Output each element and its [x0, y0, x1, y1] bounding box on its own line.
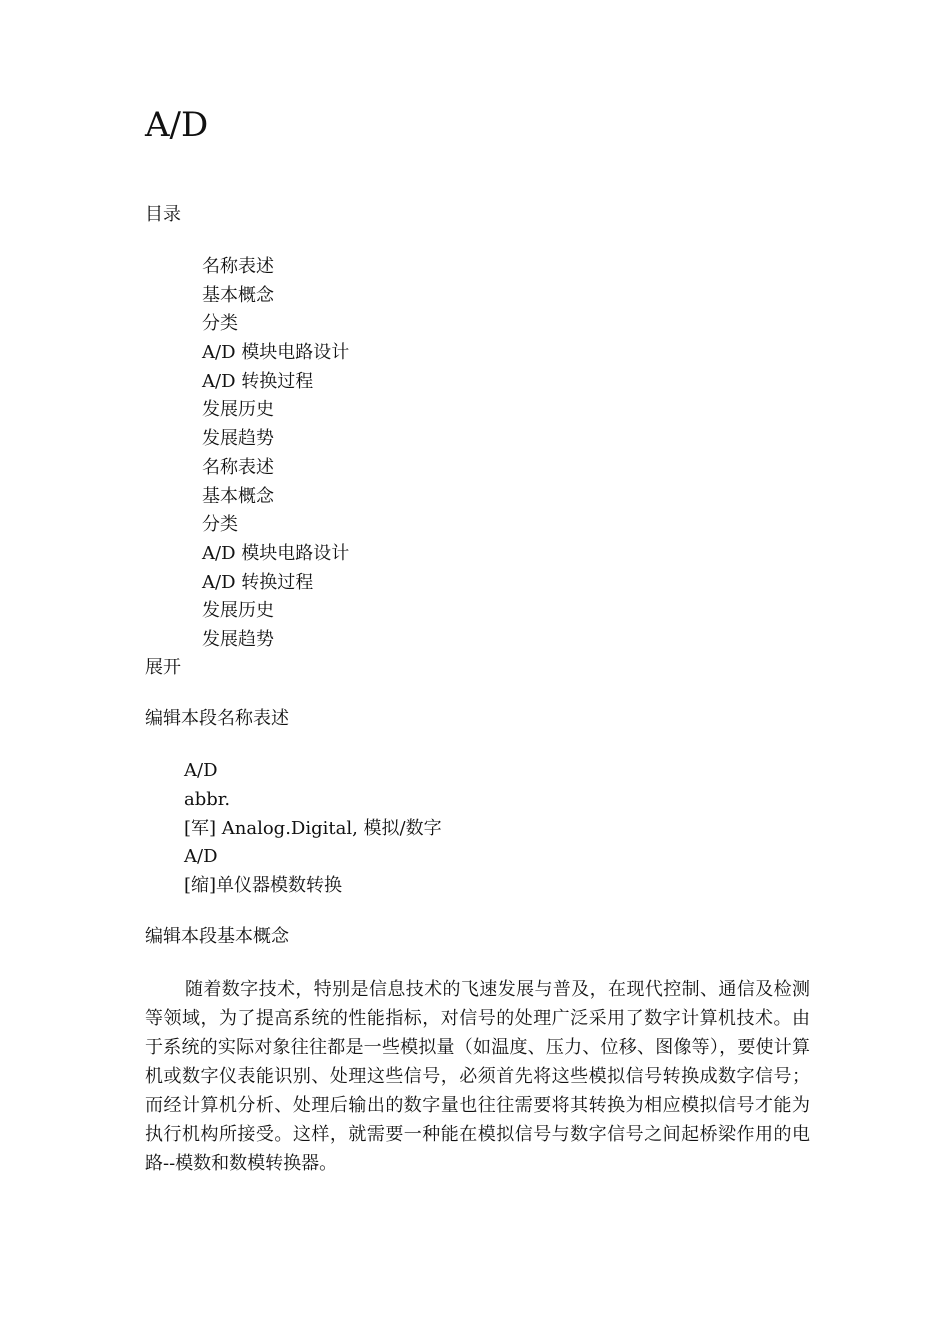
toc-item[interactable]: 名称表述	[202, 456, 274, 478]
toc-item[interactable]: A/D 转换过程	[202, 370, 314, 392]
definition-line: abbr.	[184, 788, 231, 810]
toc-item[interactable]: 分类	[202, 313, 238, 335]
toc-label: 目录	[145, 204, 181, 225]
toc-item[interactable]: A/D 模块电路设计	[202, 542, 350, 564]
definition-list	[184, 757, 442, 901]
definition-line: A/D	[184, 846, 218, 868]
toc-item[interactable]: A/D 转换过程	[202, 571, 314, 593]
toc-item[interactable]: 名称表述	[202, 256, 274, 277]
expand-link[interactable]: 展开	[145, 657, 181, 678]
toc-item[interactable]: 发展历史	[202, 600, 274, 622]
toc-list	[202, 253, 349, 655]
definition-line: [军] Analog.Digital, 模拟/数字	[184, 817, 442, 839]
section-heading-concept: 编辑本段基本概念	[145, 926, 289, 947]
toc-item[interactable]: 分类	[202, 514, 238, 536]
definition-line: [缩]单仪器模数转换	[184, 875, 343, 897]
page-title: A/D	[145, 105, 209, 145]
toc-item[interactable]: A/D 模块电路设计	[202, 342, 350, 364]
body-paragraph: 随着数字技术，特别是信息技术的飞速发展与普及，在现代控制、通信及检测等领域，为了提高系统的性能指标，对信号的处理广泛采用了数字计算机技术。由于系统的实际对象往往都是一些模拟量（如温度、压力、位移、图像等），要使计算机或数字仪表能识别、处理这些信号，必须首先将这些模拟信号转换成数字信号；而经计算机分析、处理后输出的数字量也往往需要将其转换为相应模拟信号才能为执行机构所接受。这样，就需要一种能在模拟信号与数字信号之间起桥梁作用的电路--模数和数模转换器。	[145, 979, 810, 1174]
definition-line: A/D	[184, 760, 218, 781]
toc-item[interactable]: 基本概念	[202, 284, 274, 306]
section-heading-name: 编辑本段名称表述	[145, 708, 289, 729]
toc-item[interactable]: 发展趋势	[202, 628, 274, 650]
toc-item[interactable]: 基本概念	[202, 485, 274, 507]
toc-item[interactable]: 发展历史	[202, 399, 274, 421]
toc-item[interactable]: 发展趋势	[202, 428, 274, 450]
